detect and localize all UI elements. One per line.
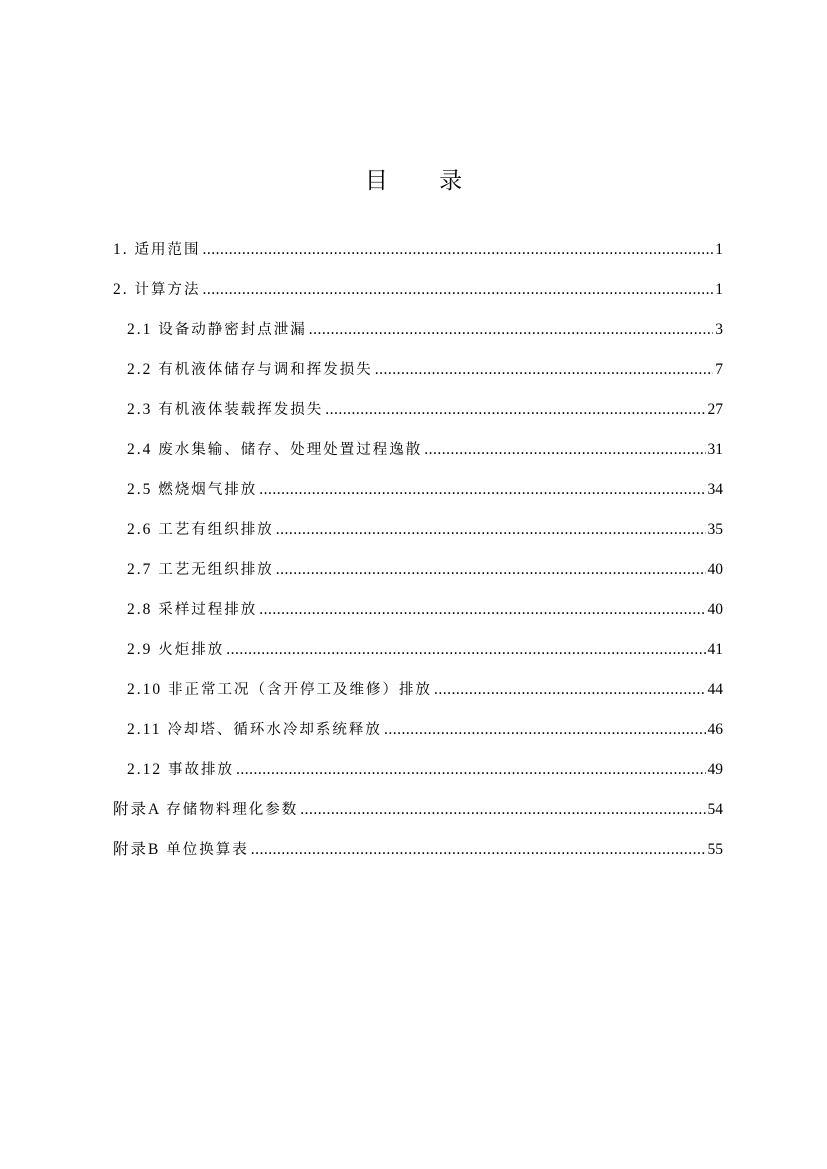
- toc-entry-title: 非正常工况（含开停工及维修）排放: [168, 682, 432, 698]
- toc-entry-label: [127, 470, 257, 510]
- toc-entry[interactable]: [113, 390, 723, 430]
- toc-entry[interactable]: [113, 430, 723, 470]
- toc-entry-title: 工艺无组织排放: [158, 562, 274, 578]
- toc-entry-page: 54: [707, 801, 723, 818]
- toc-entry-title: 有机液体储存与调和挥发损失: [158, 362, 373, 378]
- toc-entry[interactable]: [113, 270, 723, 310]
- page-title: 目 录: [364, 168, 485, 194]
- toc-entry[interactable]: [113, 550, 723, 590]
- toc-entry-label: [113, 790, 298, 830]
- toc-entry-label: [127, 510, 274, 550]
- toc-entry[interactable]: [113, 350, 723, 390]
- toc-entry-page: 41: [707, 641, 723, 658]
- toc-entry-title: 工艺有组织排放: [158, 522, 274, 538]
- leader-dots: [375, 350, 714, 390]
- leader-dots: [251, 830, 706, 870]
- toc-entry[interactable]: [113, 230, 723, 270]
- toc-entry-title: 火炬排放: [158, 642, 225, 658]
- toc-entry-number: 2.3: [127, 401, 153, 418]
- toc-entry-number: 附录A: [113, 801, 161, 818]
- toc-entry-label: [113, 830, 249, 870]
- leader-dots: [276, 550, 706, 590]
- leader-dots: [424, 430, 705, 470]
- toc-entry[interactable]: [113, 710, 723, 750]
- toc-entry-title: 设备动静密封点泄漏: [158, 322, 307, 338]
- toc-entry[interactable]: [113, 790, 723, 830]
- toc-entry-title: 废水集输、储存、处理处置过程逸散: [158, 442, 423, 458]
- leader-dots: [203, 230, 714, 270]
- leader-dots: [226, 630, 705, 670]
- leader-dots: [325, 390, 705, 430]
- leader-dots: [309, 310, 714, 350]
- leader-dots: [259, 590, 705, 630]
- toc-entry-title: 有机液体装载挥发损失: [158, 402, 324, 418]
- toc-entry-page: 40: [707, 561, 723, 578]
- toc-entry-page: 1: [715, 281, 723, 298]
- toc-entry[interactable]: [113, 590, 723, 630]
- toc-entry-number: 附录B: [113, 841, 161, 858]
- toc-entry-label: [127, 710, 382, 750]
- toc-entry-page: 55: [707, 841, 723, 858]
- toc-entry-number: 2.1: [127, 321, 153, 338]
- toc-entry-page: 27: [707, 401, 723, 418]
- toc-entry-number: 2.12: [127, 761, 163, 778]
- toc-entry-number: 2.7: [127, 561, 153, 578]
- toc-entry-title: 单位换算表: [166, 842, 249, 858]
- toc-entry-number: 2.: [113, 281, 129, 298]
- toc-entry-page: 3: [715, 321, 723, 338]
- leader-dots: [276, 510, 706, 550]
- toc-entry-number: 1.: [113, 241, 129, 258]
- toc-entry[interactable]: [113, 750, 723, 790]
- toc-entry-label: [113, 230, 201, 270]
- toc-entry-page: 1: [715, 241, 723, 258]
- toc-entry-title: 采样过程排放: [158, 602, 258, 618]
- toc-entry-number: 2.10: [127, 681, 163, 698]
- toc-entry-label: [127, 310, 307, 350]
- leader-dots: [434, 670, 706, 710]
- toc-entry-page: 34: [707, 481, 723, 498]
- toc-entry-label: [127, 430, 422, 470]
- toc-entry-number: 2.5: [127, 481, 153, 498]
- toc-entry-page: 40: [707, 601, 723, 618]
- toc-entry-page: 7: [715, 361, 723, 378]
- leader-dots: [203, 270, 714, 310]
- toc-entry[interactable]: [113, 510, 723, 550]
- toc-entry-number: 2.4: [127, 441, 153, 458]
- toc-entry-number: 2.8: [127, 601, 153, 618]
- leader-dots: [236, 750, 706, 790]
- toc-entry-page: 35: [707, 521, 723, 538]
- leader-dots: [300, 790, 705, 830]
- toc-entry-number: 2.2: [127, 361, 153, 378]
- toc-entry-title: 存储物料理化参数: [166, 802, 299, 818]
- toc-entry-label: [127, 750, 234, 790]
- toc-entry-label: [113, 270, 201, 310]
- toc-entry-label: [127, 390, 323, 430]
- toc-entry-number: 2.6: [127, 521, 153, 538]
- toc-entry-label: [127, 590, 257, 630]
- toc-entry-page: 31: [707, 441, 723, 458]
- leader-dots: [384, 710, 706, 750]
- toc-entry-label: [127, 670, 432, 710]
- toc-entry-title: 计算方法: [134, 282, 201, 298]
- toc-entry-label: [127, 350, 373, 390]
- toc-entry-title: 事故排放: [168, 762, 234, 778]
- toc-entry-page: 49: [707, 761, 723, 778]
- toc-entry-number: 2.9: [127, 641, 153, 658]
- toc-entry-title: 燃烧烟气排放: [158, 482, 258, 498]
- leader-dots: [259, 470, 705, 510]
- toc-entry[interactable]: [113, 830, 723, 870]
- toc-entry-page: 44: [707, 681, 723, 698]
- toc-entry-title: 适用范围: [134, 242, 201, 258]
- toc-entry-label: [127, 630, 224, 670]
- toc-entry[interactable]: [113, 310, 723, 350]
- toc-entry[interactable]: [113, 670, 723, 710]
- toc-entry-title: 冷却塔、循环水冷却系统释放: [167, 722, 382, 738]
- toc-entry[interactable]: [113, 630, 723, 670]
- toc-entry[interactable]: [113, 470, 723, 510]
- table-of-contents: [113, 230, 723, 870]
- toc-entry-page: 46: [707, 721, 723, 738]
- toc-entry-label: [127, 550, 274, 590]
- toc-entry-number: 2.11: [127, 721, 162, 738]
